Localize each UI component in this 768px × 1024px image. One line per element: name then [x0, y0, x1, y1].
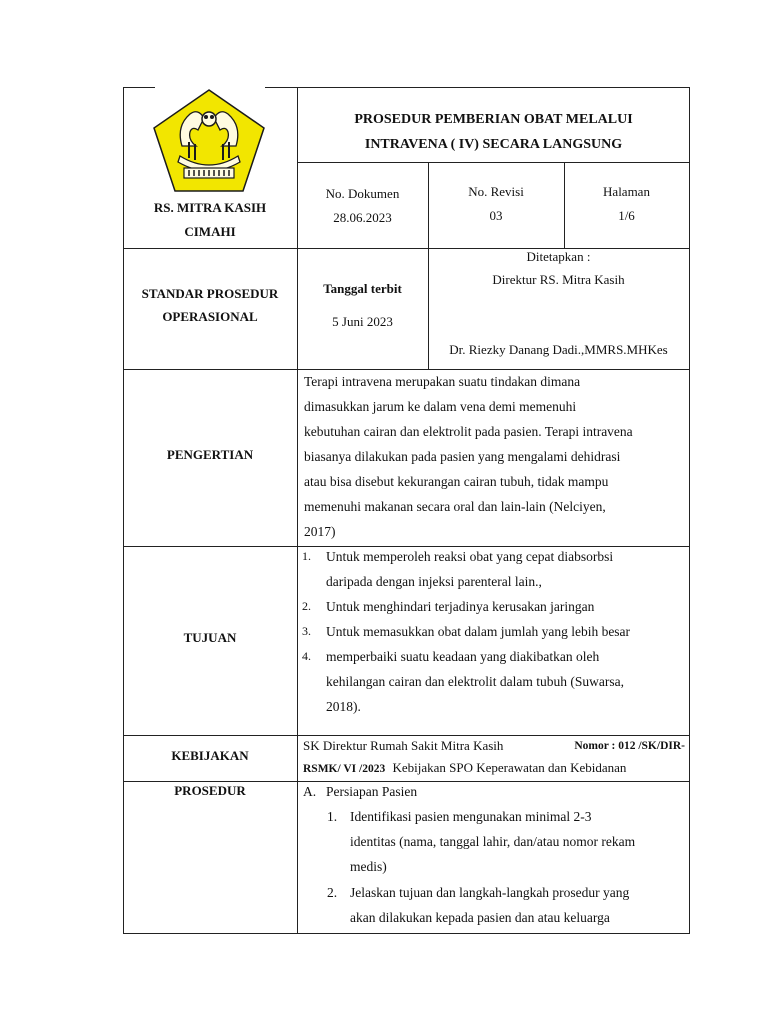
page-label: Halaman: [603, 184, 650, 199]
sop-label-line1: STANDAR PROSEDUR: [141, 286, 279, 301]
tujuan-line: Untuk memasukkan obat dalam jumlah yang lebih besar: [326, 624, 631, 639]
tujuan-line: memperbaiki suatu keadaan yang diakibatkan oleh: [326, 649, 600, 664]
prosedur-body: [300, 779, 684, 931]
kebijakan-body: [303, 735, 685, 780]
kebijakan-text: SK Direktur Rumah Sakit Mitra Kasih: [303, 738, 504, 753]
prosedur-section-title: Persiapan Pasien: [326, 784, 418, 799]
revision-value: 03: [489, 208, 503, 223]
document-title-line2: INTRAVENA ( IV) SECARA LANGSUNG: [364, 137, 623, 152]
doc-number-label: No. Dokumen: [325, 186, 400, 201]
pengertian-line: kebutuhan cairan dan elektrolit pada pasien. Terapi intravena: [304, 424, 633, 439]
tujuan-num: 4.: [302, 649, 311, 663]
hospital-name-line2: CIMAHI: [184, 224, 236, 239]
prosedur-step-line: akan dilakukan kepada pasien dan atau keluarga: [350, 910, 610, 925]
tujuan-label: TUJUAN: [183, 630, 237, 645]
tujuan-line: daripada dengan injeksi parenteral lain.,: [326, 574, 542, 589]
tujuan-num: 1.: [302, 549, 311, 563]
kebijakan-line2: [303, 757, 685, 780]
prosedur-step-num: 2.: [327, 885, 338, 900]
set-by-title: Direktur RS. Mitra Kasih: [492, 272, 625, 287]
border-bottom: [123, 933, 690, 934]
tujuan-line: Untuk memperoleh reaksi obat yang cepat diabsorbsi: [326, 549, 614, 564]
tujuan-list: [300, 544, 684, 734]
prosedur-label: PROSEDUR: [174, 783, 246, 798]
hospital-name-line1: RS. MITRA KASIH: [153, 200, 267, 215]
issued-date-value: 5 Juni 2023: [332, 314, 393, 329]
border-top: [265, 87, 689, 88]
hospital-logo-icon: [148, 86, 270, 198]
issued-date-label: Tanggal terbit: [323, 281, 402, 296]
kebijakan-text-cont: Kebijakan SPO Keperawatan dan Kebidanan: [392, 760, 627, 775]
pengertian-line: Terapi intravena merupakan suatu tindakan dimana: [304, 374, 581, 389]
tujuan-line: kehilangan cairan dan elektrolit dalam tubuh (Suwarsa,: [326, 674, 625, 689]
prosedur-step-line: Identifikasi pasien mengunakan minimal 2-3: [350, 809, 592, 824]
page-value: 1/6: [618, 208, 635, 223]
border-right: [689, 87, 690, 934]
pengertian-line: atau bisa disebut kekurangan cairan tubuh, tidak mampu: [304, 474, 609, 489]
prosedur-step-num: 1.: [327, 809, 338, 824]
set-by-label: Ditetapkan :: [526, 249, 591, 264]
revision-label: No. Revisi: [468, 184, 524, 199]
title-divider: [297, 162, 690, 163]
prosedur-section-letter: A.: [303, 784, 317, 799]
sop-label-line2: OPERASIONAL: [162, 309, 258, 324]
pengertian-body: [304, 369, 683, 544]
pengertian-line: memenuhi makanan secara oral dan lain-lain (Nelciyen,: [304, 499, 606, 514]
signatory-name: Dr. Riezky Danang Dadi.,MMRS.MHKes: [449, 342, 668, 357]
kebijakan-label: KEBIJAKAN: [171, 748, 249, 763]
tujuan-line: 2018).: [326, 699, 361, 714]
document-title-line1: PROSEDUR PEMBERIAN OBAT MELALUI: [354, 112, 633, 127]
prosedur-step-line: identitas (nama, tanggal lahir, dan/atau nomor rekam: [350, 834, 636, 849]
rev-divider: [564, 162, 565, 248]
tujuan-num: 2.: [302, 599, 311, 613]
kebijakan-number: Nomor : 012 /SK/DIR-: [574, 740, 685, 752]
tujuan-line: Untuk menghindari terjadinya kerusakan jaringan: [326, 599, 595, 614]
pengertian-label: PENGERTIAN: [166, 447, 254, 462]
pengertian-line: biasanya dilakukan pada pasien yang mengalami dehidrasi: [304, 449, 621, 464]
doc-number-value: 28.06.2023: [333, 210, 392, 225]
pengertian-line: dimasukkan jarum ke dalam vena demi memenuhi: [304, 399, 577, 414]
kebijakan-line1: [303, 735, 685, 757]
prosedur-step-line: medis): [350, 859, 387, 874]
kebijakan-number-cont: RSMK/ VI /2023: [303, 763, 386, 775]
pengertian-line: 2017): [304, 524, 336, 539]
prosedur-step-line: Jelaskan tujuan dan langkah-langkah prosedur yang: [350, 885, 630, 900]
tujuan-num: 3.: [302, 624, 311, 638]
